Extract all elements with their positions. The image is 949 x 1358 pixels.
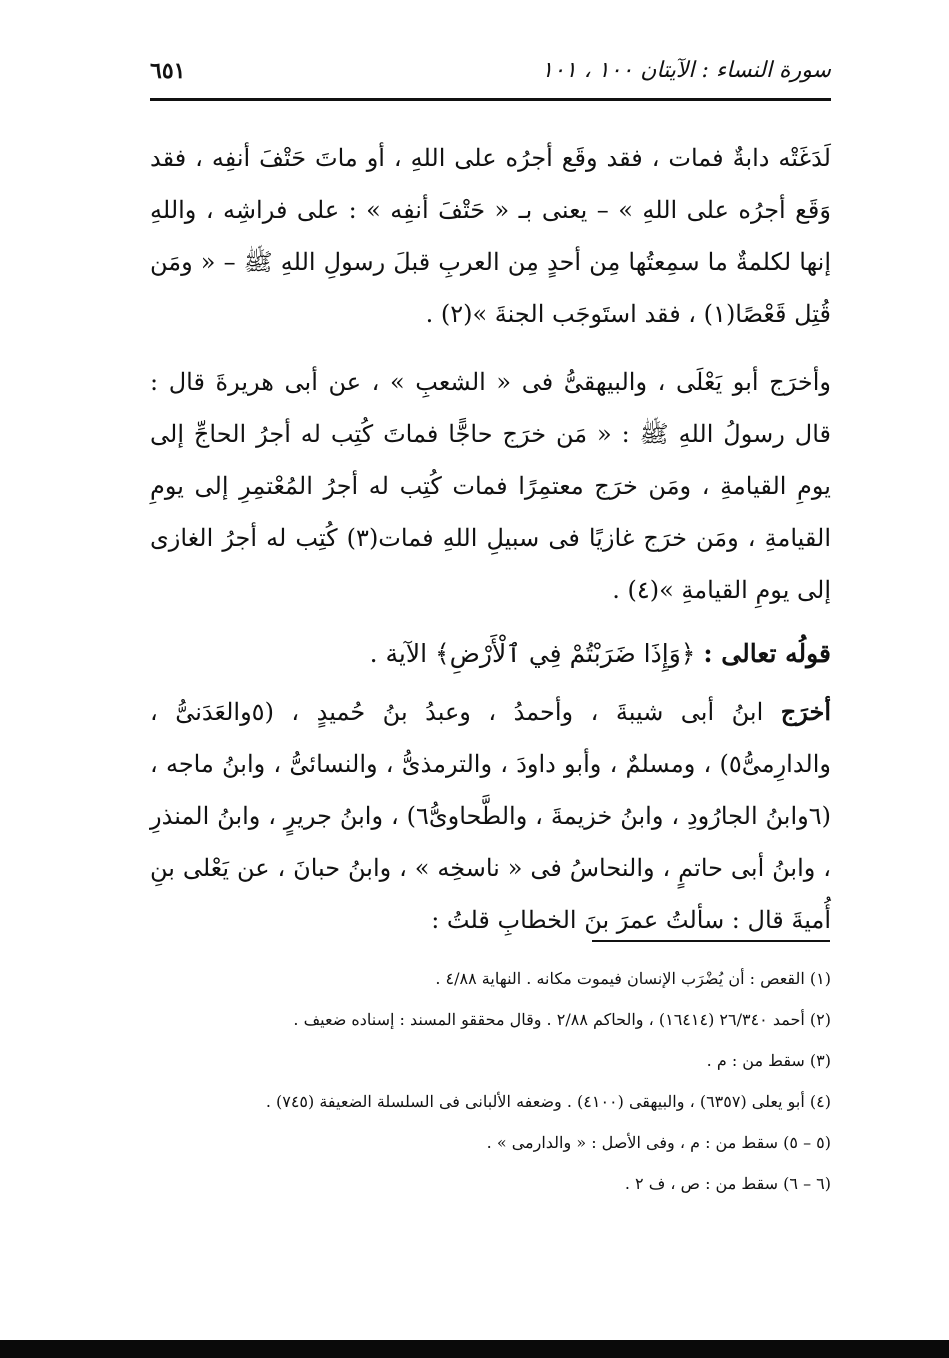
footnote-2: (٢) أحمد ٢٦/٣٤٠ (١٦٤١٤) ، والحاكم ٢/٨٨ . وقال محققو المسند : إسناده ضعيف . [293,1010,831,1029]
heading-suffix: الآية . [369,639,428,668]
footnote-5: (٥ – ٥) سقط من : م ، وفى الأصل : « والدارمى » . [486,1133,831,1152]
running-title: سورة النساء : الآيتان ١٠٠ ، ١٠١ [541,58,831,83]
paragraph-lead-word: أخرَج [780,697,831,726]
footnote-rule [592,940,830,942]
verse-text: ﴿وَإِذَا ضَرَبْتُمْ فِي ٱلْأَرْضِ﴾ [435,639,696,668]
footnote-1: (١) القعص : أن يُضْرَب الإنسان فيموت مكانه . النهاية ٤/٨٨ . [435,969,831,988]
footnote-6: (٦ – ٦) سقط من : ص ، ف ٢ . [624,1174,831,1193]
paragraph-2: وأخرَج أبو يَعْلَى ، والبيهقىُّ فى « الشعبِ » ، عن أبى هريرةَ قال : قال رسولُ اللهِ ﷺ : « مَن خرَج حاجًّا فماتَ كُتِب له أجرُ الحاجِّ إلى يومِ القيامةِ ، ومَن خرَج معتمِرًا فمات كُتِب له أجرُ المُعْتمِرِ إلى يومِ القيامةِ ، ومَن خرَج غازيًا فى سبيلِ اللهِ فمات(٣) كُتِب له أجرُ الغازى إلى يومِ القيامةِ »(٤) . [150,368,831,604]
header-rule [150,98,831,101]
page-header [150,52,831,96]
footnote-3: (٣) سقط من : م . [706,1051,831,1070]
paragraph-3 [150,686,831,946]
scan-bottom-edge [0,1340,949,1358]
paragraph-1: لَدَغَتْه دابةٌ فمات ، فقد وقَع أجرُه على اللهِ ، أو ماتَ حَتْفَ أنفِه ، فقد وَقَع أجرُه على اللهِ » – يعنى بـ « حَتْفَ أنفِه » : على فراشِه ، واللهِ إنها لكلمةٌ ما سمِعتُها مِن أحدٍ مِن العربِ قبلَ رسولِ اللهِ ﷺ – « ومَن قُتِل قَعْصًا(١) ، فقد استَوجَب الجنةَ »(٢) . [150,144,831,328]
footnotes [150,958,831,1204]
quran-verse-heading [150,628,831,680]
footnote-4: (٤) أبو يعلى (٦٣٥٧) ، والبيهقى (٤١٠٠) . وضعفه الألبانى فى السلسلة الضعيفة (٧٤٥) . [265,1092,831,1111]
paragraph-3-text: ابنُ أبى شيبةَ ، وأحمدُ ، وعبدُ بنُ حُميدٍ ، (٥والعَدَنىُّ ، والدارِمىُّ٥) ، ومسلمٌ ، وأبو داودَ ، والترمذىُّ ، والنسائىُّ ، وابنُ ماجه ، (٦وابنُ الجارُودِ ، وابنُ خزيمةَ ، والطَّحاوىُّ٦) ، وابنُ جريرٍ ، وابنُ المنذرِ ، وابنُ أبى حاتمٍ ، والنحاسُ فى « ناسخِه » ، وابنُ حبانَ ، عن يَعْلى بنِ أُميةَ قال : سألتُ عمرَ بنَ الخطابِ قلتُ : [150,698,831,934]
heading-label: قولُه تعالى : [703,639,831,668]
page-number: ٦٥١ [150,58,186,84]
